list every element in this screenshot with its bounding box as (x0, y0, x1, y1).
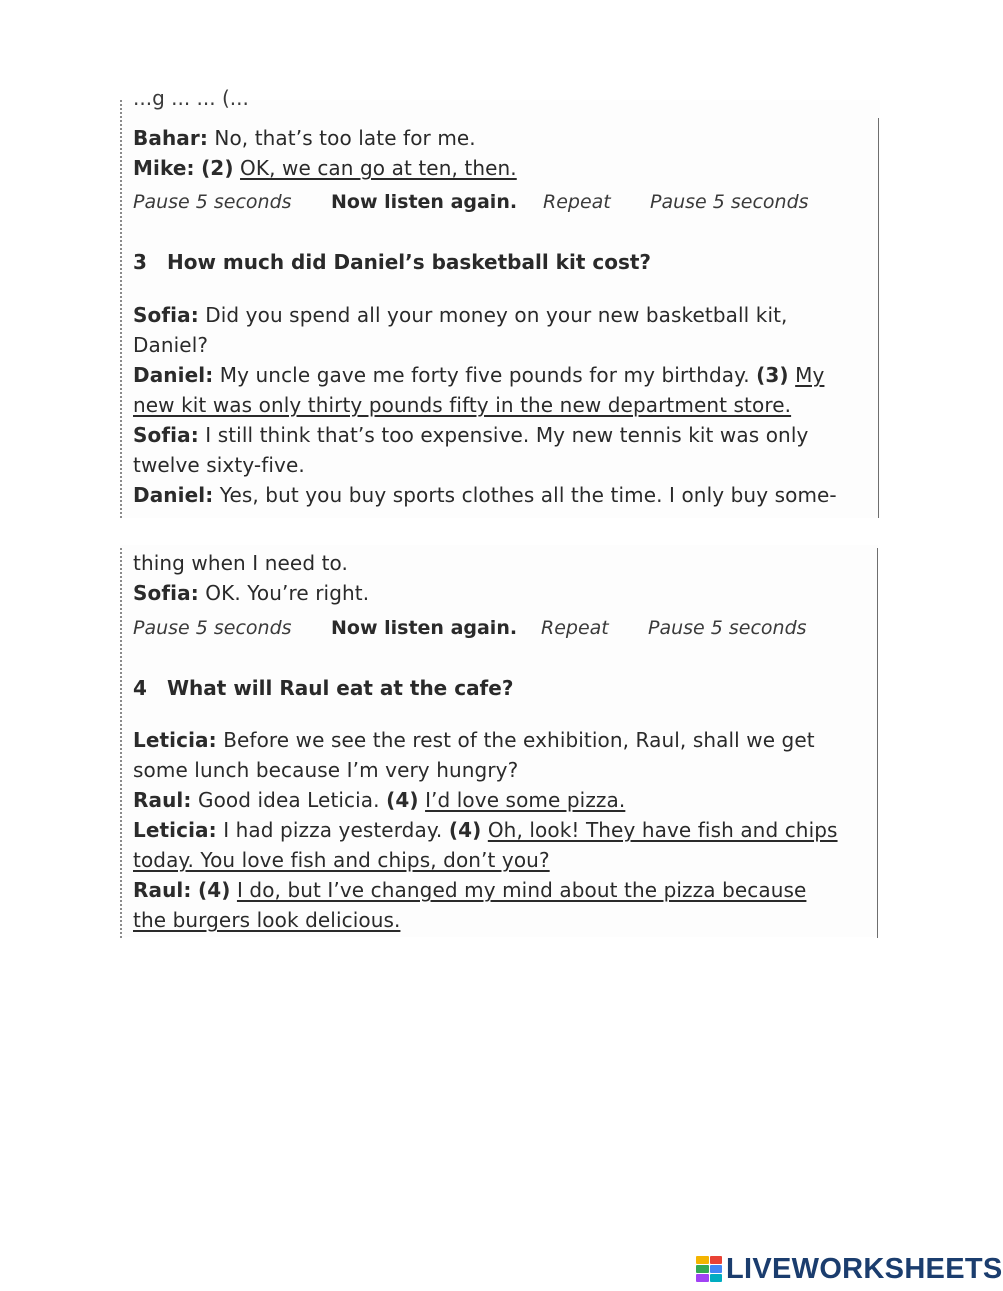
repeat-label: Repeat (541, 617, 609, 639)
speaker-label: Mike: (133, 156, 195, 180)
answer-marker: (3) (756, 363, 789, 387)
underlined-answer: I do, but I’ve changed my mind about the pizza because (236, 878, 807, 902)
question-heading (133, 250, 651, 274)
dialogue-line (133, 550, 348, 576)
speaker-label: Sofia: (133, 581, 199, 605)
dialogue-line (133, 362, 824, 388)
right-margin-rule (877, 548, 878, 938)
right-margin-rule (878, 118, 879, 518)
underlined-answer: I’d love some pizza. (425, 788, 626, 812)
dialogue-line (133, 847, 550, 873)
dialogue-line (133, 907, 400, 933)
left-margin-rule (120, 100, 122, 518)
dialogue-text: OK. You’re right. (205, 581, 370, 605)
underlined-answer: the burgers look delicious. (133, 908, 401, 932)
dialogue-line (133, 877, 806, 903)
dialogue-line (133, 125, 476, 151)
dialogue-line (133, 302, 788, 328)
repeat-label: Repeat (543, 191, 611, 213)
speaker-label: Raul: (133, 878, 192, 902)
pause-label: Pause 5 seconds (650, 191, 809, 213)
speaker-label: Leticia: (133, 818, 217, 842)
dialogue-line (133, 727, 815, 753)
pause-label: Pause 5 seconds (648, 617, 807, 639)
speaker-label: Sofia: (133, 423, 199, 447)
question-heading (133, 676, 513, 700)
speaker-label: Daniel: (133, 363, 214, 387)
dialogue-text: I had pizza yesterday. (223, 818, 443, 842)
speaker-label: Daniel: (133, 483, 214, 507)
question-text: What will Raul eat at the cafe? (167, 676, 514, 700)
liveworksheets-logo-icon (696, 1256, 722, 1282)
cut-off-text: ...g ... ... (... (133, 86, 249, 110)
dialogue-text: My uncle gave me forty five pounds for my birthday. (219, 363, 750, 387)
dialogue-text: Yes, but you buy sports clothes all the time. I only buy some- (219, 483, 837, 507)
dialogue-line (133, 787, 625, 813)
speaker-label: Bahar: (133, 126, 208, 150)
dialogue-line (133, 482, 837, 508)
logo-text: LIVEWORKSHEETS (726, 1252, 1003, 1285)
underlined-answer: Oh, look! They have fish and chips (487, 818, 838, 842)
question-number: 4 (133, 676, 147, 700)
dialogue-line (133, 332, 208, 358)
dialogue-line (133, 757, 518, 783)
answer-marker: (4) (386, 788, 419, 812)
dialogue-line (133, 452, 305, 478)
dialogue-text: Daniel? (133, 333, 209, 357)
answer-marker: (4) (197, 878, 231, 902)
answer-marker: (2) (201, 156, 234, 180)
speaker-label: Leticia: (133, 728, 217, 752)
liveworksheets-logo[interactable] (696, 1252, 1003, 1286)
dialogue-text: I still think that’s too expensive. My new tennis kit was only (205, 423, 809, 447)
pause-label: Pause 5 seconds (133, 617, 292, 639)
dialogue-text: twelve sixty-five. (133, 453, 305, 477)
answer-marker: (4) (448, 818, 482, 842)
listen-again-label: Now listen again. (331, 191, 518, 213)
dialogue-text: some lunch because I’m very hungry? (133, 758, 519, 782)
dialogue-line (133, 817, 838, 843)
dialogue-text: Before we see the rest of the exhibition, Raul, shall we get (223, 728, 815, 752)
dialogue-line (133, 580, 369, 606)
dialogue-text: No, that’s too late for me. (214, 126, 476, 150)
dialogue-text: Did you spend all your money on your new basketball kit, (205, 303, 788, 327)
left-margin-rule (120, 548, 122, 938)
underlined-answer: OK, we can go at ten, then. (240, 156, 517, 180)
dialogue-text: Good idea Leticia. (197, 788, 380, 812)
underlined-answer: My (795, 363, 825, 387)
listen-again-label: Now listen again. (331, 617, 518, 639)
dialogue-line (133, 392, 791, 418)
underlined-answer: today. You love fish and chips, don’t you? (133, 848, 550, 872)
speaker-label: Sofia: (133, 303, 199, 327)
speaker-label: Raul: (133, 788, 192, 812)
underlined-answer: new kit was only thirty pounds fifty in the new department store. (133, 393, 792, 417)
pause-label: Pause 5 seconds (133, 191, 292, 213)
dialogue-text: thing when I need to. (133, 551, 348, 575)
question-number: 3 (133, 250, 147, 274)
dialogue-line (133, 422, 808, 448)
question-text: How much did Daniel’s basketball kit cost? (167, 250, 652, 274)
dialogue-line (133, 155, 517, 181)
